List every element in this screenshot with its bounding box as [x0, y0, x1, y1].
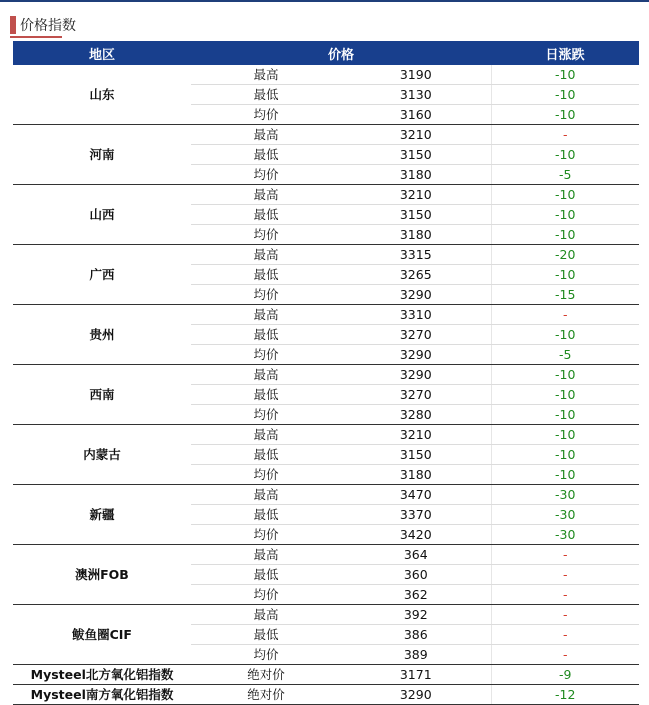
price-value-cell: 360 — [341, 565, 491, 585]
daily-change-cell: -30 — [491, 485, 639, 505]
daily-change-cell: - — [491, 605, 639, 625]
region-cell: 澳洲FOB — [13, 545, 191, 605]
price-type-cell: 均价 — [191, 525, 341, 545]
daily-change-cell: -12 — [491, 685, 639, 705]
price-type-cell: 均价 — [191, 585, 341, 605]
price-value-cell: 3290 — [341, 685, 491, 705]
price-type-cell: 最低 — [191, 565, 341, 585]
price-value-cell: 3150 — [341, 445, 491, 465]
price-value-cell: 3150 — [341, 205, 491, 225]
daily-change-cell: -20 — [491, 245, 639, 265]
price-type-cell: 均价 — [191, 345, 341, 365]
table-row — [13, 365, 639, 385]
title-underline — [10, 36, 62, 38]
price-value-cell: 3130 — [341, 85, 491, 105]
price-type-cell: 最低 — [191, 145, 341, 165]
price-value-cell: 3280 — [341, 405, 491, 425]
table-row — [13, 545, 639, 565]
section-title: 价格指数 — [20, 18, 76, 34]
region-cell: 广西 — [13, 245, 191, 305]
price-type-cell: 最高 — [191, 545, 341, 565]
region-cell: 山东 — [13, 65, 191, 125]
section-header — [10, 14, 76, 36]
daily-change-cell: -30 — [491, 525, 639, 545]
price-value-cell: 3190 — [341, 65, 491, 85]
daily-change-cell: -15 — [491, 285, 639, 305]
price-type-cell: 最高 — [191, 125, 341, 145]
price-type-cell: 最高 — [191, 245, 341, 265]
daily-change-cell: - — [491, 585, 639, 605]
price-type-cell: 均价 — [191, 465, 341, 485]
price-type-cell: 最高 — [191, 305, 341, 325]
price-type-cell: 最低 — [191, 85, 341, 105]
daily-change-cell: -5 — [491, 345, 639, 365]
header-region: 地区 — [13, 41, 191, 65]
daily-change-cell: -10 — [491, 445, 639, 465]
daily-change-cell: -10 — [491, 65, 639, 85]
table-row — [13, 485, 639, 505]
region-cell: Mysteel北方氧化铝指数 — [13, 665, 191, 685]
daily-change-cell: -10 — [491, 265, 639, 285]
table-row — [13, 665, 639, 685]
price-value-cell: 3270 — [341, 325, 491, 345]
price-type-cell: 最低 — [191, 445, 341, 465]
region-cell: 山西 — [13, 185, 191, 245]
top-border-line — [0, 0, 649, 2]
price-value-cell: 3180 — [341, 165, 491, 185]
daily-change-cell: -10 — [491, 405, 639, 425]
daily-change-cell: - — [491, 565, 639, 585]
price-value-cell: 3180 — [341, 225, 491, 245]
price-value-cell: 3290 — [341, 285, 491, 305]
region-cell: 新疆 — [13, 485, 191, 545]
daily-change-cell: -9 — [491, 665, 639, 685]
daily-change-cell: -10 — [491, 365, 639, 385]
region-cell: 贵州 — [13, 305, 191, 365]
region-cell: 内蒙古 — [13, 425, 191, 485]
price-type-cell: 最高 — [191, 365, 341, 385]
price-value-cell: 3420 — [341, 525, 491, 545]
daily-change-cell: -10 — [491, 225, 639, 245]
price-type-cell: 最低 — [191, 625, 341, 645]
price-value-cell: 3180 — [341, 465, 491, 485]
region-cell: 西南 — [13, 365, 191, 425]
price-value-cell: 3265 — [341, 265, 491, 285]
price-type-cell: 绝对价 — [191, 685, 341, 705]
price-value-cell: 3210 — [341, 185, 491, 205]
daily-change-cell: -5 — [491, 165, 639, 185]
price-value-cell: 392 — [341, 605, 491, 625]
header-price: 价格 — [191, 41, 491, 65]
daily-change-cell: -10 — [491, 145, 639, 165]
daily-change-cell: -10 — [491, 465, 639, 485]
price-type-cell: 最高 — [191, 65, 341, 85]
daily-change-cell: -10 — [491, 205, 639, 225]
price-type-cell: 最低 — [191, 385, 341, 405]
daily-change-cell: -30 — [491, 505, 639, 525]
table-row — [13, 125, 639, 145]
price-value-cell: 3370 — [341, 505, 491, 525]
table-row — [13, 245, 639, 265]
price-value-cell: 3270 — [341, 385, 491, 405]
region-cell: 河南 — [13, 125, 191, 185]
price-type-cell: 最高 — [191, 425, 341, 445]
price-value-cell: 3150 — [341, 145, 491, 165]
price-value-cell: 3310 — [341, 305, 491, 325]
price-value-cell: 386 — [341, 625, 491, 645]
table-header-row — [13, 41, 639, 65]
price-type-cell: 最低 — [191, 265, 341, 285]
price-type-cell: 均价 — [191, 165, 341, 185]
price-type-cell: 均价 — [191, 105, 341, 125]
daily-change-cell: - — [491, 545, 639, 565]
price-value-cell: 3290 — [341, 365, 491, 385]
daily-change-cell: - — [491, 125, 639, 145]
title-marker-icon — [10, 16, 16, 34]
price-type-cell: 均价 — [191, 405, 341, 425]
price-type-cell: 均价 — [191, 645, 341, 665]
table-row — [13, 605, 639, 625]
price-type-cell: 均价 — [191, 285, 341, 305]
region-cell: 鲅鱼圈CIF — [13, 605, 191, 665]
price-index-table — [13, 41, 639, 705]
price-type-cell: 最低 — [191, 505, 341, 525]
price-type-cell: 最高 — [191, 485, 341, 505]
price-type-cell: 均价 — [191, 225, 341, 245]
table-row — [13, 425, 639, 445]
price-value-cell: 3315 — [341, 245, 491, 265]
daily-change-cell: - — [491, 625, 639, 645]
daily-change-cell: -10 — [491, 105, 639, 125]
price-value-cell: 3160 — [341, 105, 491, 125]
table-row — [13, 305, 639, 325]
header-change: 日涨跌 — [491, 41, 639, 65]
daily-change-cell: -10 — [491, 85, 639, 105]
table-row — [13, 685, 639, 705]
price-value-cell: 362 — [341, 585, 491, 605]
price-value-cell: 389 — [341, 645, 491, 665]
price-type-cell: 绝对价 — [191, 665, 341, 685]
price-value-cell: 3171 — [341, 665, 491, 685]
table-row — [13, 65, 639, 85]
price-type-cell: 最高 — [191, 605, 341, 625]
price-type-cell: 最低 — [191, 205, 341, 225]
region-cell: Mysteel南方氧化铝指数 — [13, 685, 191, 705]
price-type-cell: 最高 — [191, 185, 341, 205]
daily-change-cell: -10 — [491, 325, 639, 345]
price-value-cell: 3290 — [341, 345, 491, 365]
table-row — [13, 185, 639, 205]
daily-change-cell: - — [491, 645, 639, 665]
price-type-cell: 最低 — [191, 325, 341, 345]
price-value-cell: 3210 — [341, 125, 491, 145]
daily-change-cell: -10 — [491, 385, 639, 405]
daily-change-cell: -10 — [491, 425, 639, 445]
price-value-cell: 3210 — [341, 425, 491, 445]
daily-change-cell: - — [491, 305, 639, 325]
daily-change-cell: -10 — [491, 185, 639, 205]
price-value-cell: 3470 — [341, 485, 491, 505]
price-value-cell: 364 — [341, 545, 491, 565]
